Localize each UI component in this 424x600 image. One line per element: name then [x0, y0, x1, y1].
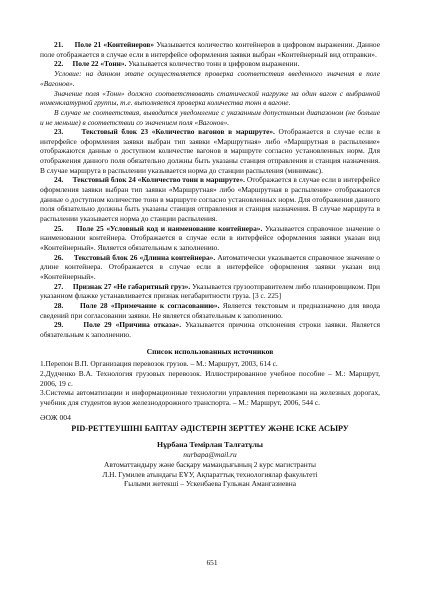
field-heading: 26. Текстовый блок 26 «Длинна контейнера».	[54, 252, 216, 262]
paragraph	[40, 253, 380, 282]
field-heading: 27. Признак 27 «Не габаритный груз».	[54, 281, 191, 291]
field-heading: 25. Поле 25 «Условный код и наименование контейнера».	[54, 223, 263, 233]
field-heading: 24. Текстовый блок 24 «Количество тонн в маршруте».	[54, 175, 246, 185]
paragraph-text: Отображается в случае если в интерфейсе оформления заявки выбран тип заявки «Маршрутная» либо «Маршрутная в распыление» отображаются данные о доступном количестве вагонов в маршруте согласно установленных норм. Для отображения данного поля обязательно должны быть указаны станция отправления и станция назначения. В случае маршрута в распылении указывается норма до станции распыления (минимакс).	[40, 127, 380, 175]
paragraph	[40, 40, 380, 59]
paragraph-text: Автоматически указывается справочное значение о длине контейнера. Отображается в случае если в интерфейсе оформления заявки указан вид «Контейнерный».	[40, 252, 380, 281]
paragraph	[40, 89, 380, 108]
paragraph	[40, 59, 380, 69]
paragraph	[40, 224, 380, 253]
field-heading: 29. Поле 29 «Причина отказа».	[54, 320, 182, 330]
paragraph-text: Отображается в случае если в интерфейсе оформления заявки выбран тип заявки «Маршрутная» либо «Маршрутная в распыление» отображаются данные о доступном количестве тонн в маршруте согласно установленных норм. Для отображения данного поля обязательно должны быть указаны станция отправления и станция назначения. В случае маршрута в распылении указывается норма до станции распыления.	[40, 175, 380, 223]
author-email: nurbapa@mail.ru	[183, 450, 237, 460]
affiliation	[40, 460, 380, 489]
paragraph-text: Указывается справочное значение о наименовании контейнера. Отображается в случае если в интерфейсе оформления заявки указан вид «Контейнерный». Является обязательным к заполнению.	[40, 223, 380, 252]
paragraph	[40, 320, 380, 339]
paragraph-text: Является текстовым и предназначено для ввода сведений при согласовании заявки. Не является обязательным к заполнению.	[40, 300, 380, 320]
paragraph	[40, 282, 380, 301]
reference-item: 1.Перепон В.П. Организация перевозок грузов. – М.: Маршрут, 2003, 614 с.	[40, 359, 278, 369]
paragraph-text: Указывается грузоотправителем либо планировщиком. При указанном флажке устанавливается признак негабаритности груза. [3 с. 225]	[40, 281, 380, 301]
reference-item: 2.Дудченко В.А. Технология грузовых перевозок. Иллюстрированное учебное пособие – М.: Маршрут, 2006, 19 с.	[40, 369, 380, 388]
paragraph	[40, 301, 380, 320]
references-list	[40, 359, 380, 407]
field-heading: 23. Текстовый блок 23 «Количество вагонов в маршруте».	[54, 127, 275, 137]
paragraph-text: Условие: на данном этапе осуществляется проверка соответствия введенного значения в поле «Вагонов».	[40, 69, 380, 88]
paragraph	[40, 175, 380, 223]
reference-item: 3.Системы автоматизации и информационные технологии управления перевозками на железных дорогах, учебник для студентов вузов железнодорожного транспорта. – М.: Маршрут, 2006, 544 с.	[40, 388, 380, 407]
paragraph	[40, 127, 380, 175]
paragraph-text: В случае не соответствия, выводится уведомление с указанным допустимым диапазоном (не больше и не меньше) в соответствии со значением поля «Вагонов».	[40, 107, 380, 127]
paragraph	[40, 108, 380, 127]
references-title: Список использованных источников	[146, 347, 274, 357]
affiliation-line: Л.Н. Гумилев атындағы ЕҰУ, Ақпараттық технологиялар факультеті	[102, 469, 318, 479]
author-name: Нұрбана Темірлан Талғатұлы	[157, 440, 263, 450]
affiliation-line: Ғылыми жетекші – Ускенбаева Гульжан Амангазиевна	[123, 479, 296, 489]
paragraph-text: Указывается причина отклонения строки заявки. Является обязательным к заполнению.	[40, 320, 380, 339]
field-descriptions	[40, 40, 380, 339]
article-title: PID-РЕТТЕУШІНІ БАПТАУ ӘДІСТЕРІН ЗЕРТТЕУ ЖӘНЕ ІСКЕ АСЫРУ	[71, 424, 349, 434]
paragraph-text: Значение поля «Тонн» должно соответствовать статической нагрузке на один вагон с выбранной номенклатурной группы, т.е. выполняется проверка количества тонн в вагоне.	[40, 88, 380, 108]
field-heading: 28. Поле 28 «Примечание к согласованию».	[54, 300, 220, 310]
field-heading: 22. Поле 22 «Тонн».	[54, 59, 127, 69]
field-heading: 21. Поле 21 «Контейнеров»	[54, 40, 155, 49]
paragraph	[40, 69, 380, 88]
paragraph-text: Указывается количество контейнеров в цифровом выражении. Данное поле отображается в случае если в интерфейсе оформления заявки выбран «Контейнерный вид отправки».	[40, 40, 380, 59]
affiliation-line: Автоматтандыру және басқару мамандығының 2 курс магистранты	[104, 460, 316, 470]
udc-code: ӘОЖ 004	[40, 413, 71, 423]
page-number: 651	[206, 558, 218, 567]
paragraph-text: Указывается количество тонн в цифровом выражении.	[126, 59, 300, 69]
